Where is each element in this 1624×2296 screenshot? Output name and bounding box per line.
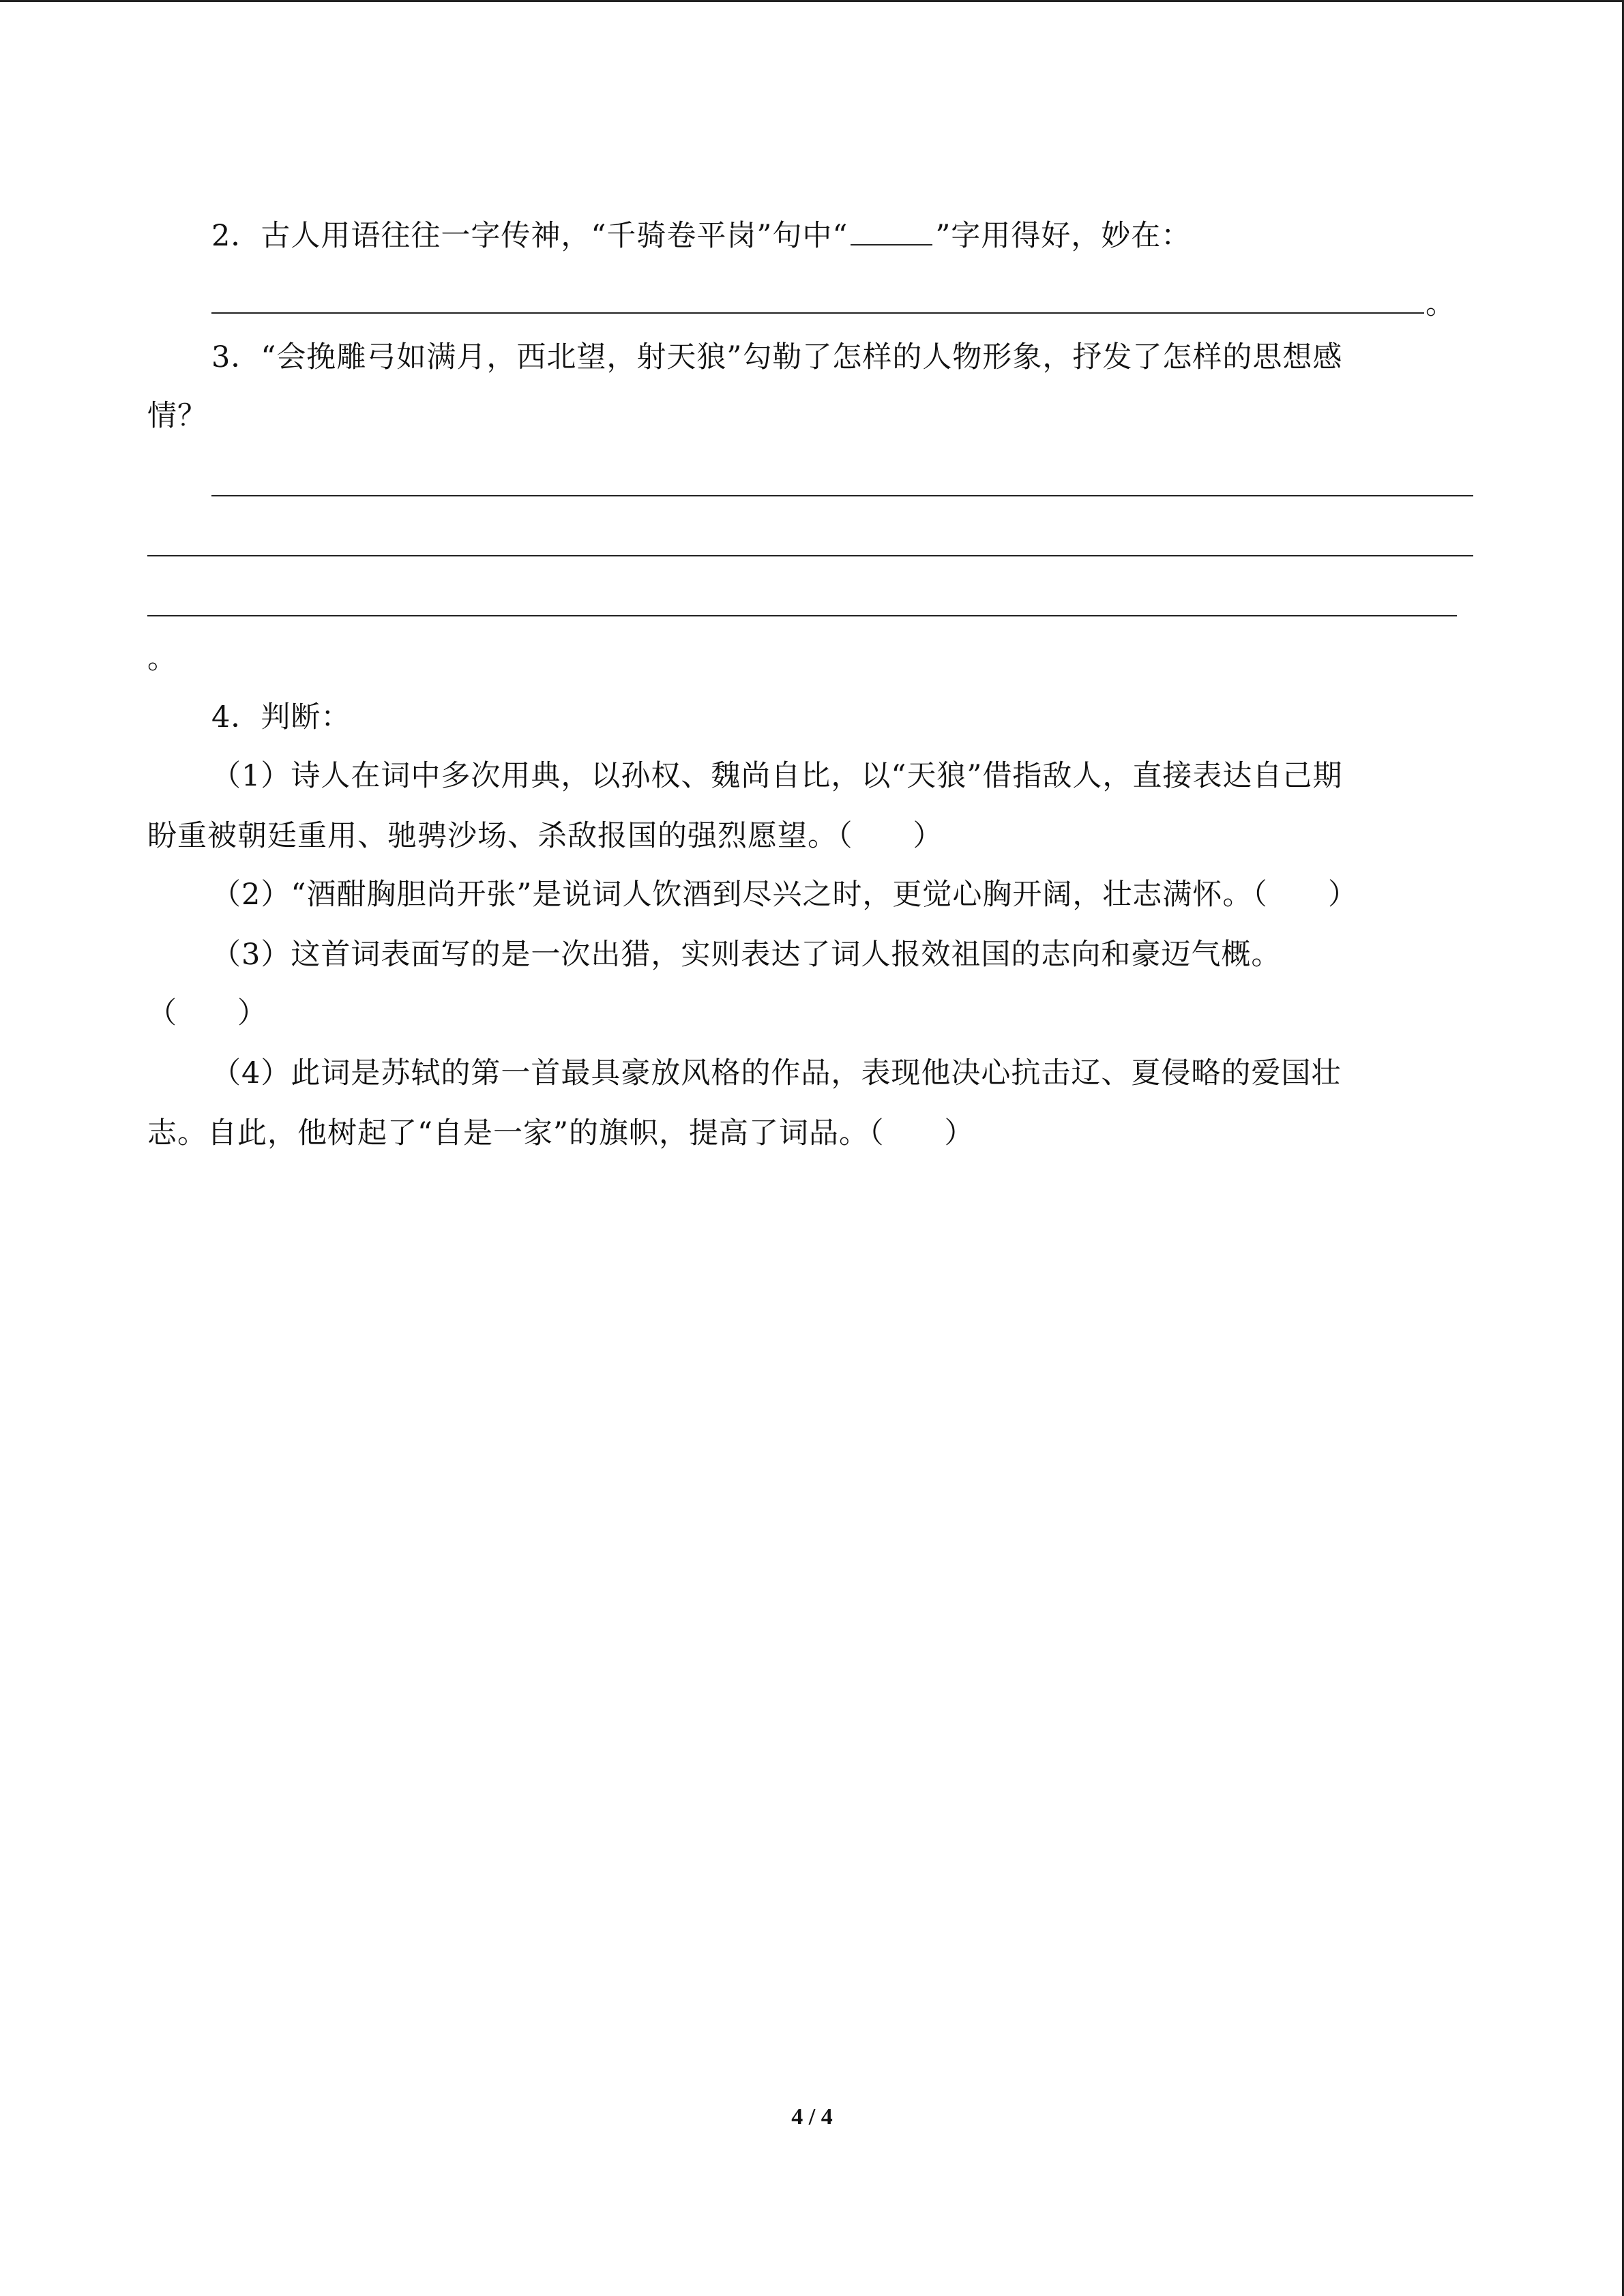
question-3-answer-line-2[interactable]: [147, 555, 1473, 556]
question-4-title: 4．判断：: [211, 700, 351, 734]
question-2-suffix: ”字用得好，妙在：: [935, 219, 1192, 253]
question-4-item-3-line-2: （ ）: [147, 996, 267, 1030]
question-2-answer-line[interactable]: [211, 312, 1424, 314]
question-3-line-end: 。: [147, 642, 177, 676]
question-4-item-1-line-2: 盼重被朝廷重用、驰骋沙场、杀敌报国的强烈愿望。（ ）: [147, 819, 943, 853]
question-3-line-2: 情？: [147, 399, 207, 433]
page-number: 4 / 4: [791, 2104, 833, 2130]
question-3-answer-line-1[interactable]: [211, 495, 1473, 496]
question-2-prefix: 2．古人用语往往一字传神，“千骑卷平岗”句中“: [211, 219, 848, 253]
question-2-line-end: 。: [1426, 287, 1456, 321]
question-3-line-1: 3．“会挽雕弓如满月，西北望，射天狼”勾勒了怎样的人物形象，抒发了怎样的思想感: [211, 340, 1343, 374]
question-4-item-4-line-2: 志。自此，他树起了“自是一家”的旗帜，提高了词品。（ ）: [147, 1116, 975, 1150]
question-4-item-1-line-1: （1）诗人在词中多次用典，以孙权、魏尚自比，以“天狼”借指敌人，直接表达自己期: [211, 759, 1343, 793]
question-2-line-1: [211, 217, 1191, 255]
question-4-item-4-line-1: （4）此词是苏轼的第一首最具豪放风格的作品，表现他决心抗击辽、夏侵略的爱国壮: [211, 1056, 1342, 1090]
question-3-answer-line-3[interactable]: [147, 615, 1457, 616]
question-4-item-2-line-1: （2）“酒酣胸胆尚开张”是说词人饮酒到尽兴之时，更觉心胸开阔，壮志满怀。（ ）: [211, 878, 1358, 912]
question-2-word-blank[interactable]: [851, 220, 932, 245]
question-4-item-3-line-1: （3）这首词表面写的是一次出猎，实则表达了词人报效祖国的志向和豪迈气概。: [211, 938, 1282, 972]
